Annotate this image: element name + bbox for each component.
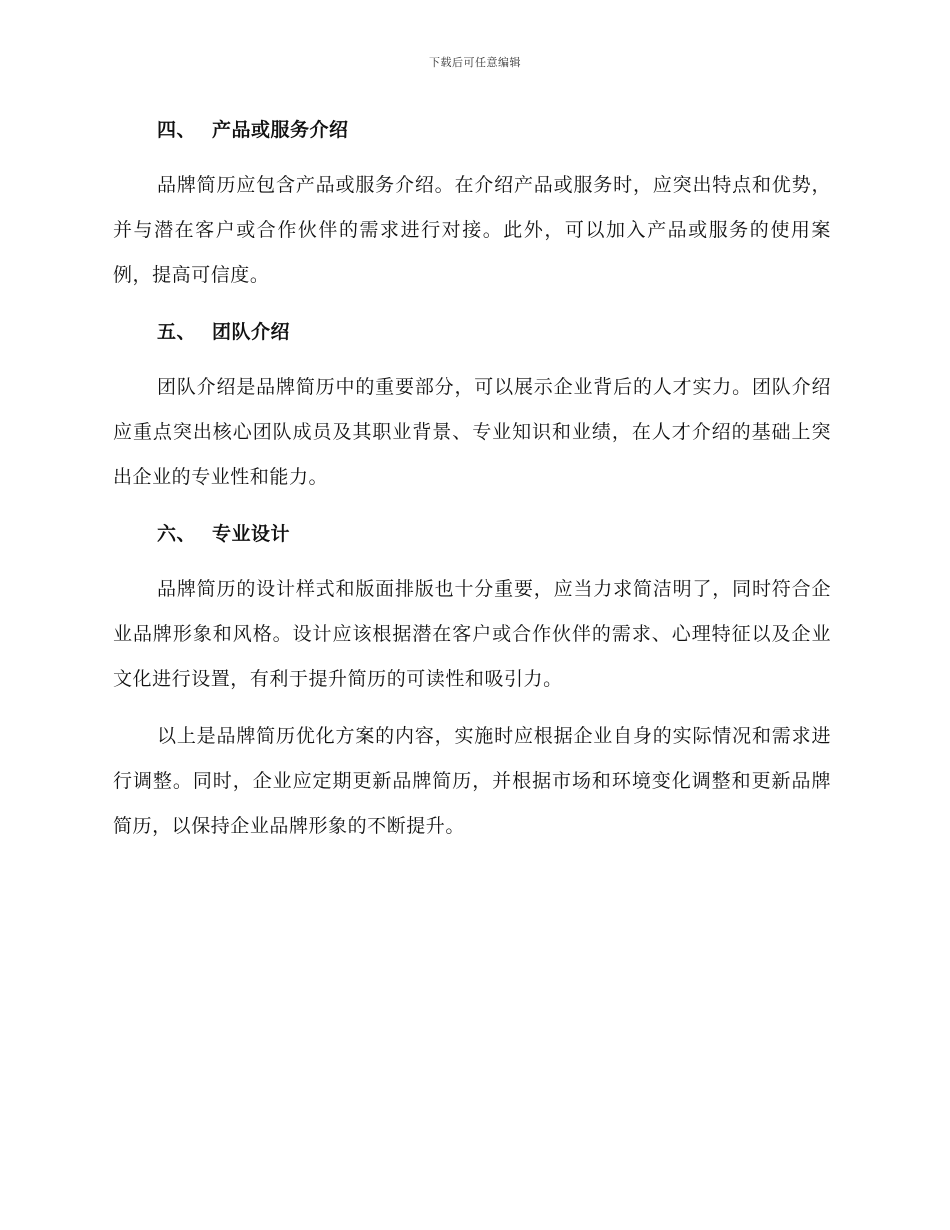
section-heading-products [113,108,831,152]
section-title: 团队介绍 [212,321,291,343]
document-body [113,108,831,849]
section-heading-design [113,512,831,556]
section-paragraph-team: 团队介绍是品牌简历中的重要部分，可以展示企业背后的人才实力。团队介绍应重点突出核心团队成员及其职业背景、专业知识和业绩，在人才介绍的基础上突出企业的专业性和能力。 [113,376,831,488]
section-number: 五、 [157,321,197,343]
section-heading-team [113,310,831,354]
section-title: 产品或服务介绍 [212,119,349,141]
section-number: 四、 [157,119,197,141]
section-title: 专业设计 [212,523,291,545]
section-paragraph-products: 品牌简历应包含产品或服务介绍。在介绍产品或服务时，应突出特点和优势，并与潜在客户或合作伙伴的需求进行对接。此外，可以加入产品或服务的使用案例，提高可信度。 [113,174,831,286]
section-number: 六、 [157,523,197,545]
page-header-note: 下载后可任意编辑 [429,56,521,69]
conclusion-paragraph: 以上是品牌简历优化方案的内容，实施时应根据企业自身的实际情况和需求进行调整。同时，企业应定期更新品牌简历，并根据市场和环境变化调整和更新品牌简历，以保持企业品牌形象的不断提升。 [113,725,831,837]
section-paragraph-design: 品牌简历的设计样式和版面排版也十分重要，应当力求简洁明了，同时符合企业品牌形象和风格。设计应该根据潜在客户或合作伙伴的需求、心理特征以及企业文化进行设置，有利于提升简历的可读性和吸引力。 [113,578,831,690]
